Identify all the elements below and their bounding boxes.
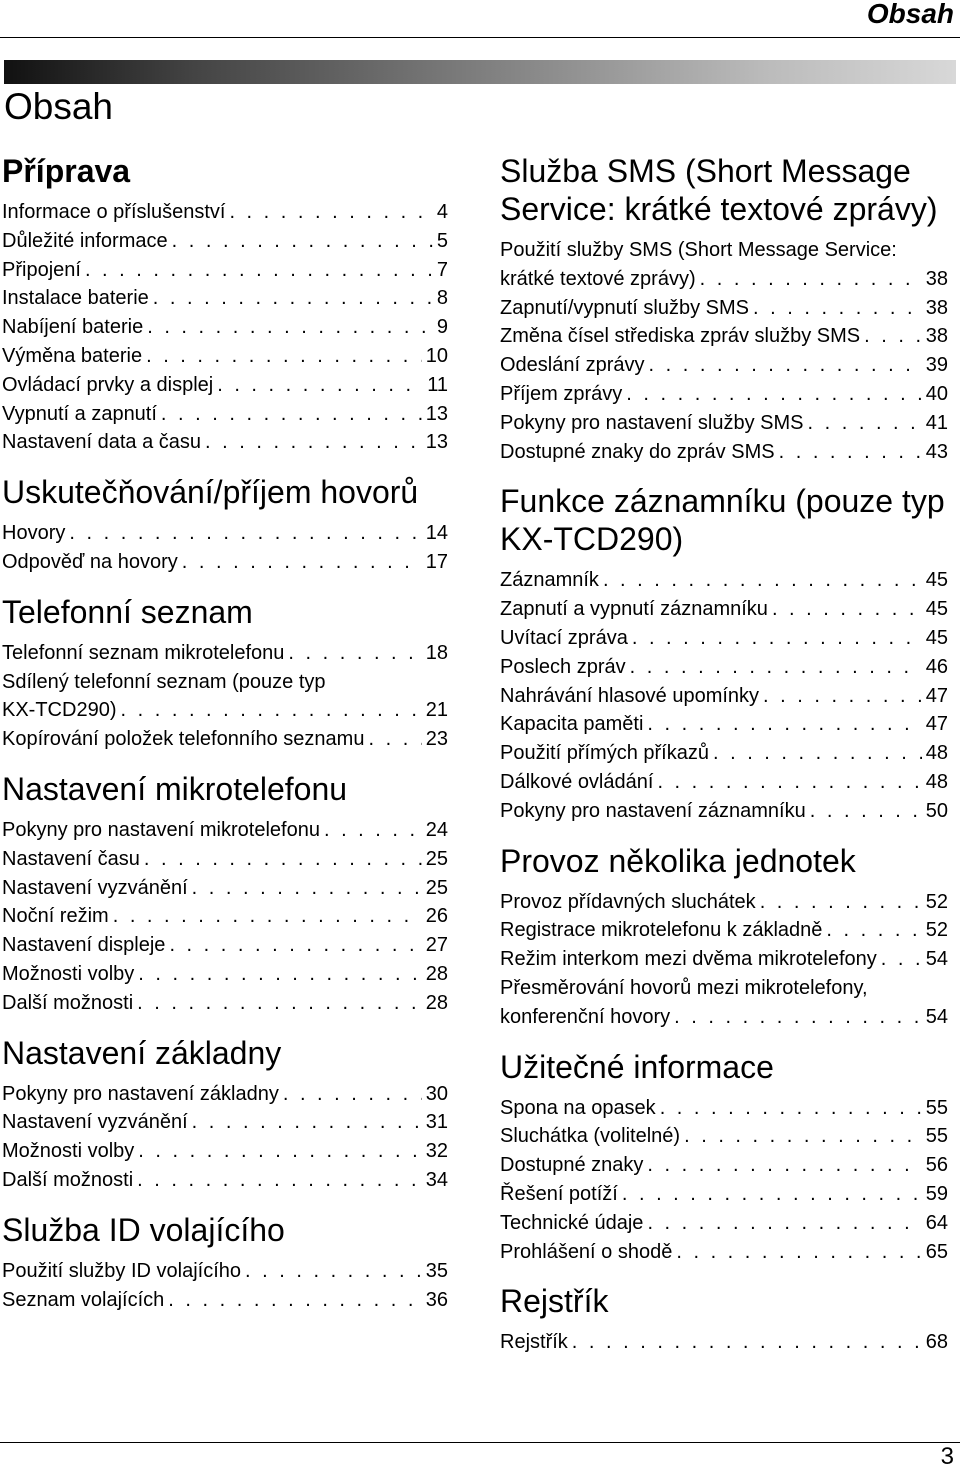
section-title: Nastavení mikrotelefonu — [2, 770, 348, 807]
dot-leader — [649, 351, 922, 380]
toc-entry-page: 64 — [925, 1211, 948, 1234]
toc-entry-title: Odpověď na hovory — [2, 550, 178, 573]
toc-entry-page: 39 — [925, 354, 948, 377]
dot-leader — [753, 294, 922, 323]
toc-entry-title: Použití služby ID volajícího — [2, 1259, 241, 1282]
toc-entry-page: 36 — [425, 1288, 448, 1311]
dot-leader — [245, 1257, 422, 1286]
toc-entry-title: Registrace mikrotelefonu k základně — [500, 919, 823, 942]
toc-right-column — [500, 152, 948, 1373]
dot-leader — [137, 989, 422, 1018]
toc-entry-page: 68 — [925, 1331, 948, 1354]
toc-entry-title: Pokyny pro nastavení služby SMS — [500, 411, 804, 434]
toc-entry[interactable] — [500, 1238, 948, 1267]
dot-leader — [205, 428, 422, 457]
dot-leader — [283, 1080, 422, 1109]
toc-entry-title: Použití přímých příkazů — [500, 742, 709, 765]
dot-leader — [700, 265, 922, 294]
toc-entry[interactable] — [2, 342, 448, 371]
toc-entry-title: Důležité informace — [2, 229, 168, 252]
toc-entry-title: Informace o příslušenství — [2, 201, 226, 223]
toc-entry-page: 13 — [425, 402, 448, 425]
toc-entry-page: 38 — [925, 325, 948, 348]
toc-entry[interactable] — [500, 1180, 948, 1209]
toc-entry[interactable] — [2, 256, 448, 285]
toc-section — [500, 1048, 948, 1267]
toc-entry[interactable] — [500, 682, 948, 711]
toc-entry[interactable] — [500, 351, 948, 380]
toc-entry-title: Technické údaje — [500, 1211, 644, 1234]
toc-entry-title: konferenční hovory — [500, 1005, 671, 1028]
toc-entry[interactable] — [500, 710, 948, 739]
toc-entry-page: 38 — [925, 296, 948, 319]
toc-entry-page: 7 — [436, 258, 448, 281]
dot-leader — [881, 945, 922, 974]
toc-entry[interactable] — [2, 313, 448, 342]
toc-entry[interactable] — [500, 624, 948, 653]
dot-leader — [772, 595, 922, 624]
dot-leader — [153, 284, 433, 313]
toc-entry-title: Hovory — [2, 522, 66, 545]
toc-section — [500, 1282, 948, 1357]
toc-entry-title: Poslech zpráv — [500, 655, 626, 678]
toc-entry-title: Seznam volajících — [2, 1288, 165, 1311]
toc-entry-page: 17 — [425, 550, 448, 573]
toc-entry-page: 26 — [425, 905, 448, 928]
toc-entry-title: Ovládací prvky a displej — [2, 373, 214, 396]
toc-entry[interactable] — [2, 1286, 448, 1315]
toc-section — [2, 152, 448, 457]
toc-entry[interactable] — [2, 548, 448, 577]
toc-entry-page: 13 — [425, 431, 448, 454]
section-title: Užitečné informace — [500, 1048, 774, 1085]
toc-entry-title: Rejstřík — [500, 1331, 568, 1354]
toc-entry-title: Pokyny pro nastavení mikrotelefonu — [2, 818, 320, 841]
toc-entry[interactable] — [2, 696, 448, 725]
dot-leader — [674, 1003, 922, 1032]
dot-leader — [760, 888, 922, 917]
toc-entry-page: 34 — [425, 1168, 448, 1191]
dot-leader — [676, 1238, 921, 1267]
toc-entry[interactable] — [2, 1137, 448, 1166]
toc-entry[interactable] — [500, 916, 948, 945]
dot-leader — [660, 1094, 922, 1123]
toc-entry-first-line: Sdílený telefonní seznam (pouze typ — [2, 670, 326, 693]
section-title: Služba SMS (Short Message Service: krátké textové zprávy) — [500, 153, 938, 227]
toc-left-column — [2, 152, 448, 1330]
toc-entry[interactable] — [2, 816, 448, 845]
toc-entry[interactable] — [2, 874, 448, 903]
dot-leader — [147, 313, 433, 342]
toc-entry-page: 52 — [925, 890, 948, 913]
toc-entry-title: Další možnosti — [2, 1168, 134, 1191]
toc-section — [2, 473, 448, 577]
toc-entry-page: 30 — [425, 1082, 448, 1105]
toc-entry-title: Instalace baterie — [2, 287, 149, 310]
toc-entry[interactable] — [2, 284, 448, 313]
toc-entry-first-line: Přesměrování hovorů mezi mikrotelefony, — [500, 976, 868, 999]
dot-leader — [85, 256, 433, 285]
dot-leader — [864, 322, 922, 351]
toc-entry-title: Nastavení vyzvánění — [2, 1111, 188, 1134]
toc-entry[interactable] — [500, 380, 948, 409]
toc-entry-title: KX-TCD290) — [2, 699, 117, 722]
toc-entry-page: 9 — [436, 316, 448, 339]
toc-entry[interactable] — [500, 294, 948, 323]
toc-entry-title: Vypnutí a zapnutí — [2, 402, 157, 425]
toc-entry-title: Prohlášení o shodě — [500, 1240, 673, 1263]
toc-entry-title: Pokyny pro nastavení záznamníku — [500, 799, 806, 822]
toc-entry-page: 46 — [925, 655, 948, 678]
dot-leader — [324, 816, 422, 845]
toc-entry[interactable] — [2, 931, 448, 960]
toc-entry-title: Nastavení času — [2, 847, 140, 870]
toc-entry[interactable] — [2, 960, 448, 989]
page-title: Obsah — [4, 86, 114, 127]
toc-entry-page: 18 — [425, 641, 448, 664]
toc-entry-page: 45 — [925, 626, 948, 649]
toc-entry-page: 47 — [925, 684, 948, 707]
toc-entry[interactable] — [500, 1328, 948, 1357]
dot-leader — [144, 845, 422, 874]
toc-entry-title: Nastavení data a času — [2, 431, 202, 454]
toc-entry-page: 21 — [425, 699, 448, 722]
toc-entry-title: Možnosti volby — [2, 962, 135, 985]
toc-entry-title: Záznamník — [500, 569, 599, 592]
dot-leader — [229, 198, 432, 227]
toc-entry-title: Odeslání zprávy — [500, 354, 645, 377]
dot-leader — [713, 739, 922, 768]
toc-entry-page: 43 — [925, 440, 948, 463]
toc-entry[interactable] — [500, 409, 948, 438]
section-title: Nastavení základny — [2, 1034, 282, 1071]
toc-entry-title: Noční režim — [2, 905, 109, 928]
toc-entry[interactable] — [2, 1080, 448, 1109]
section-title: Telefonní seznam — [2, 593, 253, 630]
toc-entry-title: Nastavení displeje — [2, 934, 166, 957]
toc-entry[interactable] — [2, 902, 448, 931]
dot-leader — [603, 566, 922, 595]
dot-leader — [182, 548, 422, 577]
toc-entry[interactable] — [500, 1094, 948, 1123]
toc-entry-page: 54 — [925, 1005, 948, 1028]
toc-entry-title: Dostupné znaky — [500, 1154, 644, 1177]
toc-entry[interactable] — [2, 519, 448, 548]
dot-leader — [288, 639, 421, 668]
toc-section — [500, 842, 948, 1032]
dot-leader — [138, 1137, 421, 1166]
page-number: 3 — [940, 1443, 954, 1470]
toc-entry[interactable] — [500, 797, 948, 826]
toc-entry[interactable] — [500, 322, 948, 351]
toc-entry[interactable] — [500, 768, 948, 797]
toc-entry[interactable] — [500, 566, 948, 595]
toc-entry[interactable] — [500, 265, 948, 294]
section-title: Provoz několika jednotek — [500, 842, 856, 879]
dot-leader — [120, 696, 421, 725]
toc-entry-page: 41 — [925, 411, 948, 434]
section-title: Příprava — [2, 153, 131, 189]
toc-section — [500, 152, 948, 466]
toc-entry-title: Kapacita paměti — [500, 713, 644, 736]
dot-leader — [137, 1166, 422, 1195]
dot-leader — [622, 1180, 922, 1209]
dot-leader — [172, 227, 433, 256]
toc-entry[interactable] — [500, 1003, 948, 1032]
toc-entry-page: 8 — [436, 287, 448, 310]
toc-entry-title: Nabíjení baterie — [2, 316, 144, 339]
toc-section — [2, 593, 448, 754]
footer-divider — [0, 1442, 960, 1443]
dot-leader — [113, 902, 422, 931]
toc-entry[interactable] — [2, 1166, 448, 1195]
toc-entry-title: Telefonní seznam mikrotelefonu — [2, 641, 285, 664]
dot-leader — [626, 380, 922, 409]
toc-entry-title: Dostupné znaky do zpráv SMS — [500, 440, 775, 463]
dot-leader — [810, 797, 922, 826]
toc-entry-title: Pokyny pro nastavení základny — [2, 1082, 279, 1105]
toc-entry-page: 40 — [925, 382, 948, 405]
dot-leader — [192, 1108, 422, 1137]
toc-entry[interactable] — [500, 438, 948, 467]
toc-entry-title: Sluchátka (volitelné) — [500, 1125, 681, 1148]
toc-entry-title: Řešení potíží — [500, 1182, 618, 1205]
header-gradient-bar — [4, 60, 956, 84]
toc-entry-page: 48 — [925, 742, 948, 765]
toc-entry-title: Nahrávání hlasové upomínky — [500, 684, 760, 707]
section-title: Funkce záznamníku (pouze typ KX-TCD290) — [500, 483, 945, 558]
toc-entry-title: Zapnutí/vypnutí služby SMS — [500, 296, 750, 319]
toc-entry-page: 28 — [425, 962, 448, 985]
toc-entry-title: Režim interkom mezi dvěma mikrotelefony — [500, 948, 877, 971]
toc-entry-page: 27 — [425, 934, 448, 957]
toc-entry-title: Spona na opasek — [500, 1096, 656, 1119]
toc-entry[interactable] — [2, 371, 448, 400]
toc-section — [2, 770, 448, 1018]
toc-entry[interactable] — [2, 400, 448, 429]
toc-entry[interactable] — [2, 1108, 448, 1137]
toc-entry-title: Dálkové ovládání — [500, 770, 654, 793]
running-header: Obsah — [866, 0, 954, 29]
toc-entry[interactable] — [500, 595, 948, 624]
toc-entry[interactable] — [500, 888, 948, 917]
toc-entry-title: Provoz přídavných sluchátek — [500, 890, 756, 913]
toc-section — [2, 1211, 448, 1315]
toc-entry[interactable] — [2, 845, 448, 874]
toc-entry-title: Připojení — [2, 258, 81, 281]
toc-entry[interactable] — [500, 945, 948, 974]
toc-entry-page: 47 — [925, 713, 948, 736]
toc-entry-title: Zapnutí a vypnutí záznamníku — [500, 598, 768, 621]
toc-entry-title: Změna čísel střediska zpráv služby SMS — [500, 325, 861, 348]
toc-entry-page: 59 — [925, 1182, 948, 1205]
dot-leader — [572, 1328, 922, 1357]
dot-leader — [807, 409, 921, 438]
toc-entry-title: krátké textové zprávy) — [500, 267, 696, 290]
toc-entry-title: Kopírování položek telefonního seznamu — [2, 728, 365, 751]
toc-entry-page: 5 — [436, 229, 448, 252]
toc-entry-title: Příjem zprávy — [500, 382, 623, 405]
toc-entry[interactable] — [2, 227, 448, 256]
dot-leader — [647, 710, 921, 739]
dot-leader — [763, 682, 922, 711]
dot-leader — [192, 874, 422, 903]
dot-leader — [779, 438, 922, 467]
dot-leader — [826, 916, 921, 945]
toc-entry[interactable] — [2, 428, 448, 457]
toc-entry[interactable] — [500, 1122, 948, 1151]
section-title: Rejstřík — [500, 1283, 609, 1320]
toc-entry-page: 28 — [425, 991, 448, 1014]
dot-leader — [368, 725, 421, 754]
toc-entry-page: 52 — [925, 919, 948, 942]
toc-entry[interactable] — [2, 639, 448, 668]
toc-entry-title: Nastavení vyzvánění — [2, 876, 188, 899]
toc-entry[interactable] — [2, 989, 448, 1018]
dot-leader — [146, 342, 422, 371]
dot-leader — [647, 1151, 921, 1180]
toc-entry[interactable] — [2, 198, 448, 227]
dot-leader — [684, 1122, 922, 1151]
dot-leader — [168, 1286, 421, 1315]
toc-entry-page: 55 — [925, 1125, 948, 1148]
section-title: Služba ID volajícího — [2, 1211, 285, 1248]
dot-leader — [138, 960, 421, 989]
toc-entry-page: 56 — [925, 1154, 948, 1177]
toc-entry[interactable] — [2, 725, 448, 754]
toc-entry-page: 24 — [425, 818, 448, 841]
toc-section — [2, 1034, 448, 1195]
toc-entry[interactable] — [500, 739, 948, 768]
toc-entry-page: 25 — [425, 876, 448, 899]
toc-entry-page: 50 — [925, 799, 948, 822]
header-divider — [0, 37, 960, 38]
toc-entry-page: 4 — [436, 201, 448, 223]
dot-leader — [69, 519, 421, 548]
dot-leader — [632, 624, 922, 653]
toc-entry-page: 14 — [425, 522, 448, 545]
dot-leader — [630, 653, 922, 682]
toc-entry-page: 65 — [925, 1240, 948, 1263]
toc-section — [500, 482, 948, 825]
toc-entry-page: 10 — [425, 344, 448, 367]
toc-entry-first-line: Použití služby SMS (Short Message Service: — [500, 239, 897, 261]
toc-entry-page: 23 — [425, 728, 448, 751]
toc-entry-title: Možnosti volby — [2, 1140, 135, 1163]
toc-entry[interactable] — [500, 1209, 948, 1238]
toc-entry[interactable] — [500, 1151, 948, 1180]
dot-leader — [169, 931, 421, 960]
dot-leader — [657, 768, 921, 797]
toc-entry-title: Uvítací zpráva — [500, 626, 628, 649]
toc-entry-page: 45 — [925, 598, 948, 621]
toc-entry-title: Další možnosti — [2, 991, 134, 1014]
toc-entry-page: 45 — [925, 569, 948, 592]
dot-leader — [217, 371, 423, 400]
section-title: Uskutečňování/příjem hovorů — [2, 474, 419, 511]
toc-entry-page: 35 — [425, 1259, 448, 1282]
toc-entry-page: 55 — [925, 1096, 948, 1119]
toc-entry-page: 54 — [925, 948, 948, 971]
dot-leader — [161, 400, 422, 429]
toc-entry[interactable] — [2, 1257, 448, 1286]
toc-entry-page: 32 — [425, 1140, 448, 1163]
toc-entry-page: 38 — [925, 267, 948, 290]
dot-leader — [647, 1209, 921, 1238]
toc-entry-page: 25 — [425, 847, 448, 870]
toc-entry-page: 48 — [925, 770, 948, 793]
toc-entry[interactable] — [500, 653, 948, 682]
toc-entry-page: 31 — [425, 1111, 448, 1134]
toc-entry-title: Výměna baterie — [2, 344, 143, 367]
toc-entry-page: 11 — [427, 373, 448, 396]
